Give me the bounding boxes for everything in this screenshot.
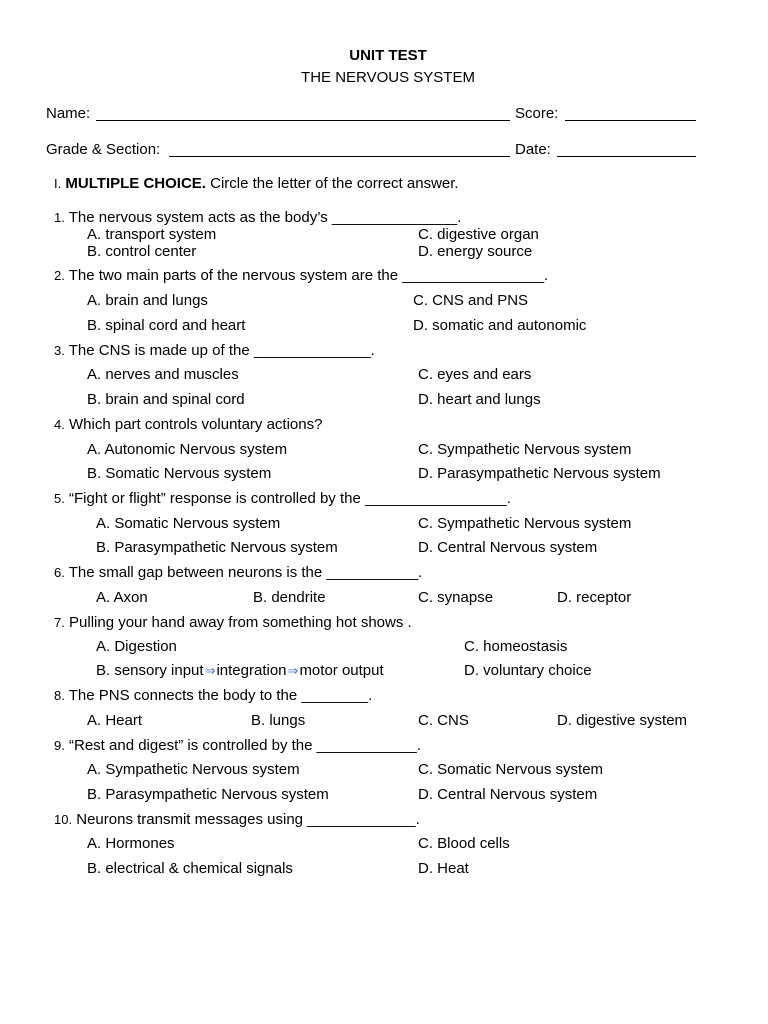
- choice-5d[interactable]: D. Central Nervous system: [418, 539, 598, 556]
- question-number: 6.: [54, 565, 65, 580]
- section-heading: [54, 176, 459, 191]
- choice-4d[interactable]: D. Parasympathetic Nervous system: [418, 465, 661, 482]
- question-number: 8.: [54, 688, 65, 703]
- choice-1c[interactable]: C. digestive organ: [418, 226, 539, 243]
- date-label: Date:: [515, 141, 551, 158]
- question-4: [54, 417, 322, 432]
- question-number: 10.: [54, 812, 73, 827]
- choice-4a[interactable]: A. Autonomic Nervous system: [87, 441, 288, 458]
- choice-7b-part3: motor output: [299, 662, 384, 679]
- score-label: Score:: [515, 105, 559, 122]
- choice-1a[interactable]: A. transport system: [87, 226, 217, 243]
- question-number: 7.: [54, 615, 65, 630]
- question-number: 1.: [54, 210, 65, 225]
- choice-8c[interactable]: C. CNS: [418, 712, 469, 729]
- question-number: 5.: [54, 491, 65, 506]
- question-3: [54, 343, 375, 358]
- arrow-right-icon: ⇒: [287, 663, 299, 678]
- question-7: [54, 615, 412, 630]
- section-title: MULTIPLE CHOICE.: [65, 175, 206, 192]
- name-field-line[interactable]: [96, 120, 510, 121]
- question-2: [54, 268, 548, 283]
- choice-9a[interactable]: A. Sympathetic Nervous system: [87, 761, 300, 778]
- choice-3d[interactable]: D. heart and lungs: [418, 391, 541, 408]
- choice-6d[interactable]: D. receptor: [557, 589, 632, 606]
- question-1: [54, 210, 461, 225]
- choice-2a[interactable]: A. brain and lungs: [87, 292, 208, 309]
- choice-10a[interactable]: A. Hormones: [87, 835, 175, 852]
- question-text: “Rest and digest” is controlled by the ____________.: [69, 737, 421, 754]
- choice-6b[interactable]: B. dendrite: [253, 589, 326, 606]
- question-number: 4.: [54, 417, 65, 432]
- choice-3c[interactable]: C. eyes and ears: [418, 366, 532, 383]
- choice-7b[interactable]: [96, 663, 384, 678]
- question-number: 3.: [54, 343, 65, 358]
- question-number: 2.: [54, 268, 65, 283]
- page-title: UNIT TEST: [349, 47, 427, 64]
- grade-section-field-line[interactable]: [169, 156, 510, 157]
- question-number: 9.: [54, 738, 65, 753]
- question-10: [54, 812, 420, 827]
- section-number: I.: [54, 176, 62, 191]
- choice-7a[interactable]: A. Digestion: [96, 638, 177, 655]
- question-text: The two main parts of the nervous system are the _________________.: [68, 267, 549, 284]
- question-text: The nervous system acts as the body’s _______________.: [68, 209, 462, 226]
- choice-7c[interactable]: C. homeostasis: [464, 638, 568, 655]
- choice-9b[interactable]: B. Parasympathetic Nervous system: [87, 786, 329, 803]
- choice-7b-part1: B. sensory input: [96, 662, 204, 679]
- choice-8d[interactable]: D. digestive system: [557, 712, 688, 729]
- choice-1b[interactable]: B. control center: [87, 243, 197, 260]
- choice-5c[interactable]: C. Sympathetic Nervous system: [418, 515, 632, 532]
- choice-10c[interactable]: C. Blood cells: [418, 835, 510, 852]
- question-8: [54, 688, 372, 703]
- question-text: The CNS is made up of the ______________.: [68, 342, 375, 359]
- choice-4b[interactable]: B. Somatic Nervous system: [87, 465, 272, 482]
- score-field-line[interactable]: [565, 120, 696, 121]
- choice-2b[interactable]: B. spinal cord and heart: [87, 317, 246, 334]
- choice-10d[interactable]: D. Heat: [418, 860, 469, 877]
- question-text: Neurons transmit messages using _____________.: [76, 811, 420, 828]
- question-text: The small gap between neurons is the ___________.: [68, 564, 423, 581]
- choice-3b[interactable]: B. brain and spinal cord: [87, 391, 245, 408]
- name-label: Name:: [46, 105, 91, 122]
- section-instruction: Circle the letter of the correct answer.: [210, 175, 459, 192]
- choice-3a[interactable]: A. nerves and muscles: [87, 366, 239, 383]
- choice-1d[interactable]: D. energy source: [418, 243, 533, 260]
- choice-5b[interactable]: B. Parasympathetic Nervous system: [96, 539, 338, 556]
- question-text: “Fight or flight” response is controlled by the _________________.: [69, 490, 511, 507]
- choice-8a[interactable]: A. Heart: [87, 712, 143, 729]
- choice-7d[interactable]: D. voluntary choice: [464, 662, 592, 679]
- choice-2c[interactable]: C. CNS and PNS: [413, 292, 529, 309]
- choice-9d[interactable]: D. Central Nervous system: [418, 786, 598, 803]
- choice-8b[interactable]: B. lungs: [251, 712, 306, 729]
- choice-6c[interactable]: C. synapse: [418, 589, 494, 606]
- question-5: [54, 491, 511, 506]
- choice-9c[interactable]: C. Somatic Nervous system: [418, 761, 604, 778]
- question-text: The PNS connects the body to the ________.: [68, 687, 373, 704]
- choice-7b-part2: integration: [216, 662, 287, 679]
- arrow-right-icon: ⇒: [204, 663, 216, 678]
- page-subtitle: THE NERVOUS SYSTEM: [301, 69, 475, 86]
- choice-6a[interactable]: A. Axon: [96, 589, 148, 606]
- choice-5a[interactable]: A. Somatic Nervous system: [96, 515, 281, 532]
- grade-section-label: Grade & Section:: [46, 141, 161, 158]
- choice-10b[interactable]: B. electrical & chemical signals: [87, 860, 293, 877]
- question-9: [54, 738, 421, 753]
- question-text: Pulling your hand away from something hot shows .: [69, 614, 412, 631]
- date-field-line[interactable]: [557, 156, 696, 157]
- question-6: [54, 565, 422, 580]
- choice-4c[interactable]: C. Sympathetic Nervous system: [418, 441, 632, 458]
- choice-2d[interactable]: D. somatic and autonomic: [413, 317, 587, 334]
- question-text: Which part controls voluntary actions?: [69, 416, 323, 433]
